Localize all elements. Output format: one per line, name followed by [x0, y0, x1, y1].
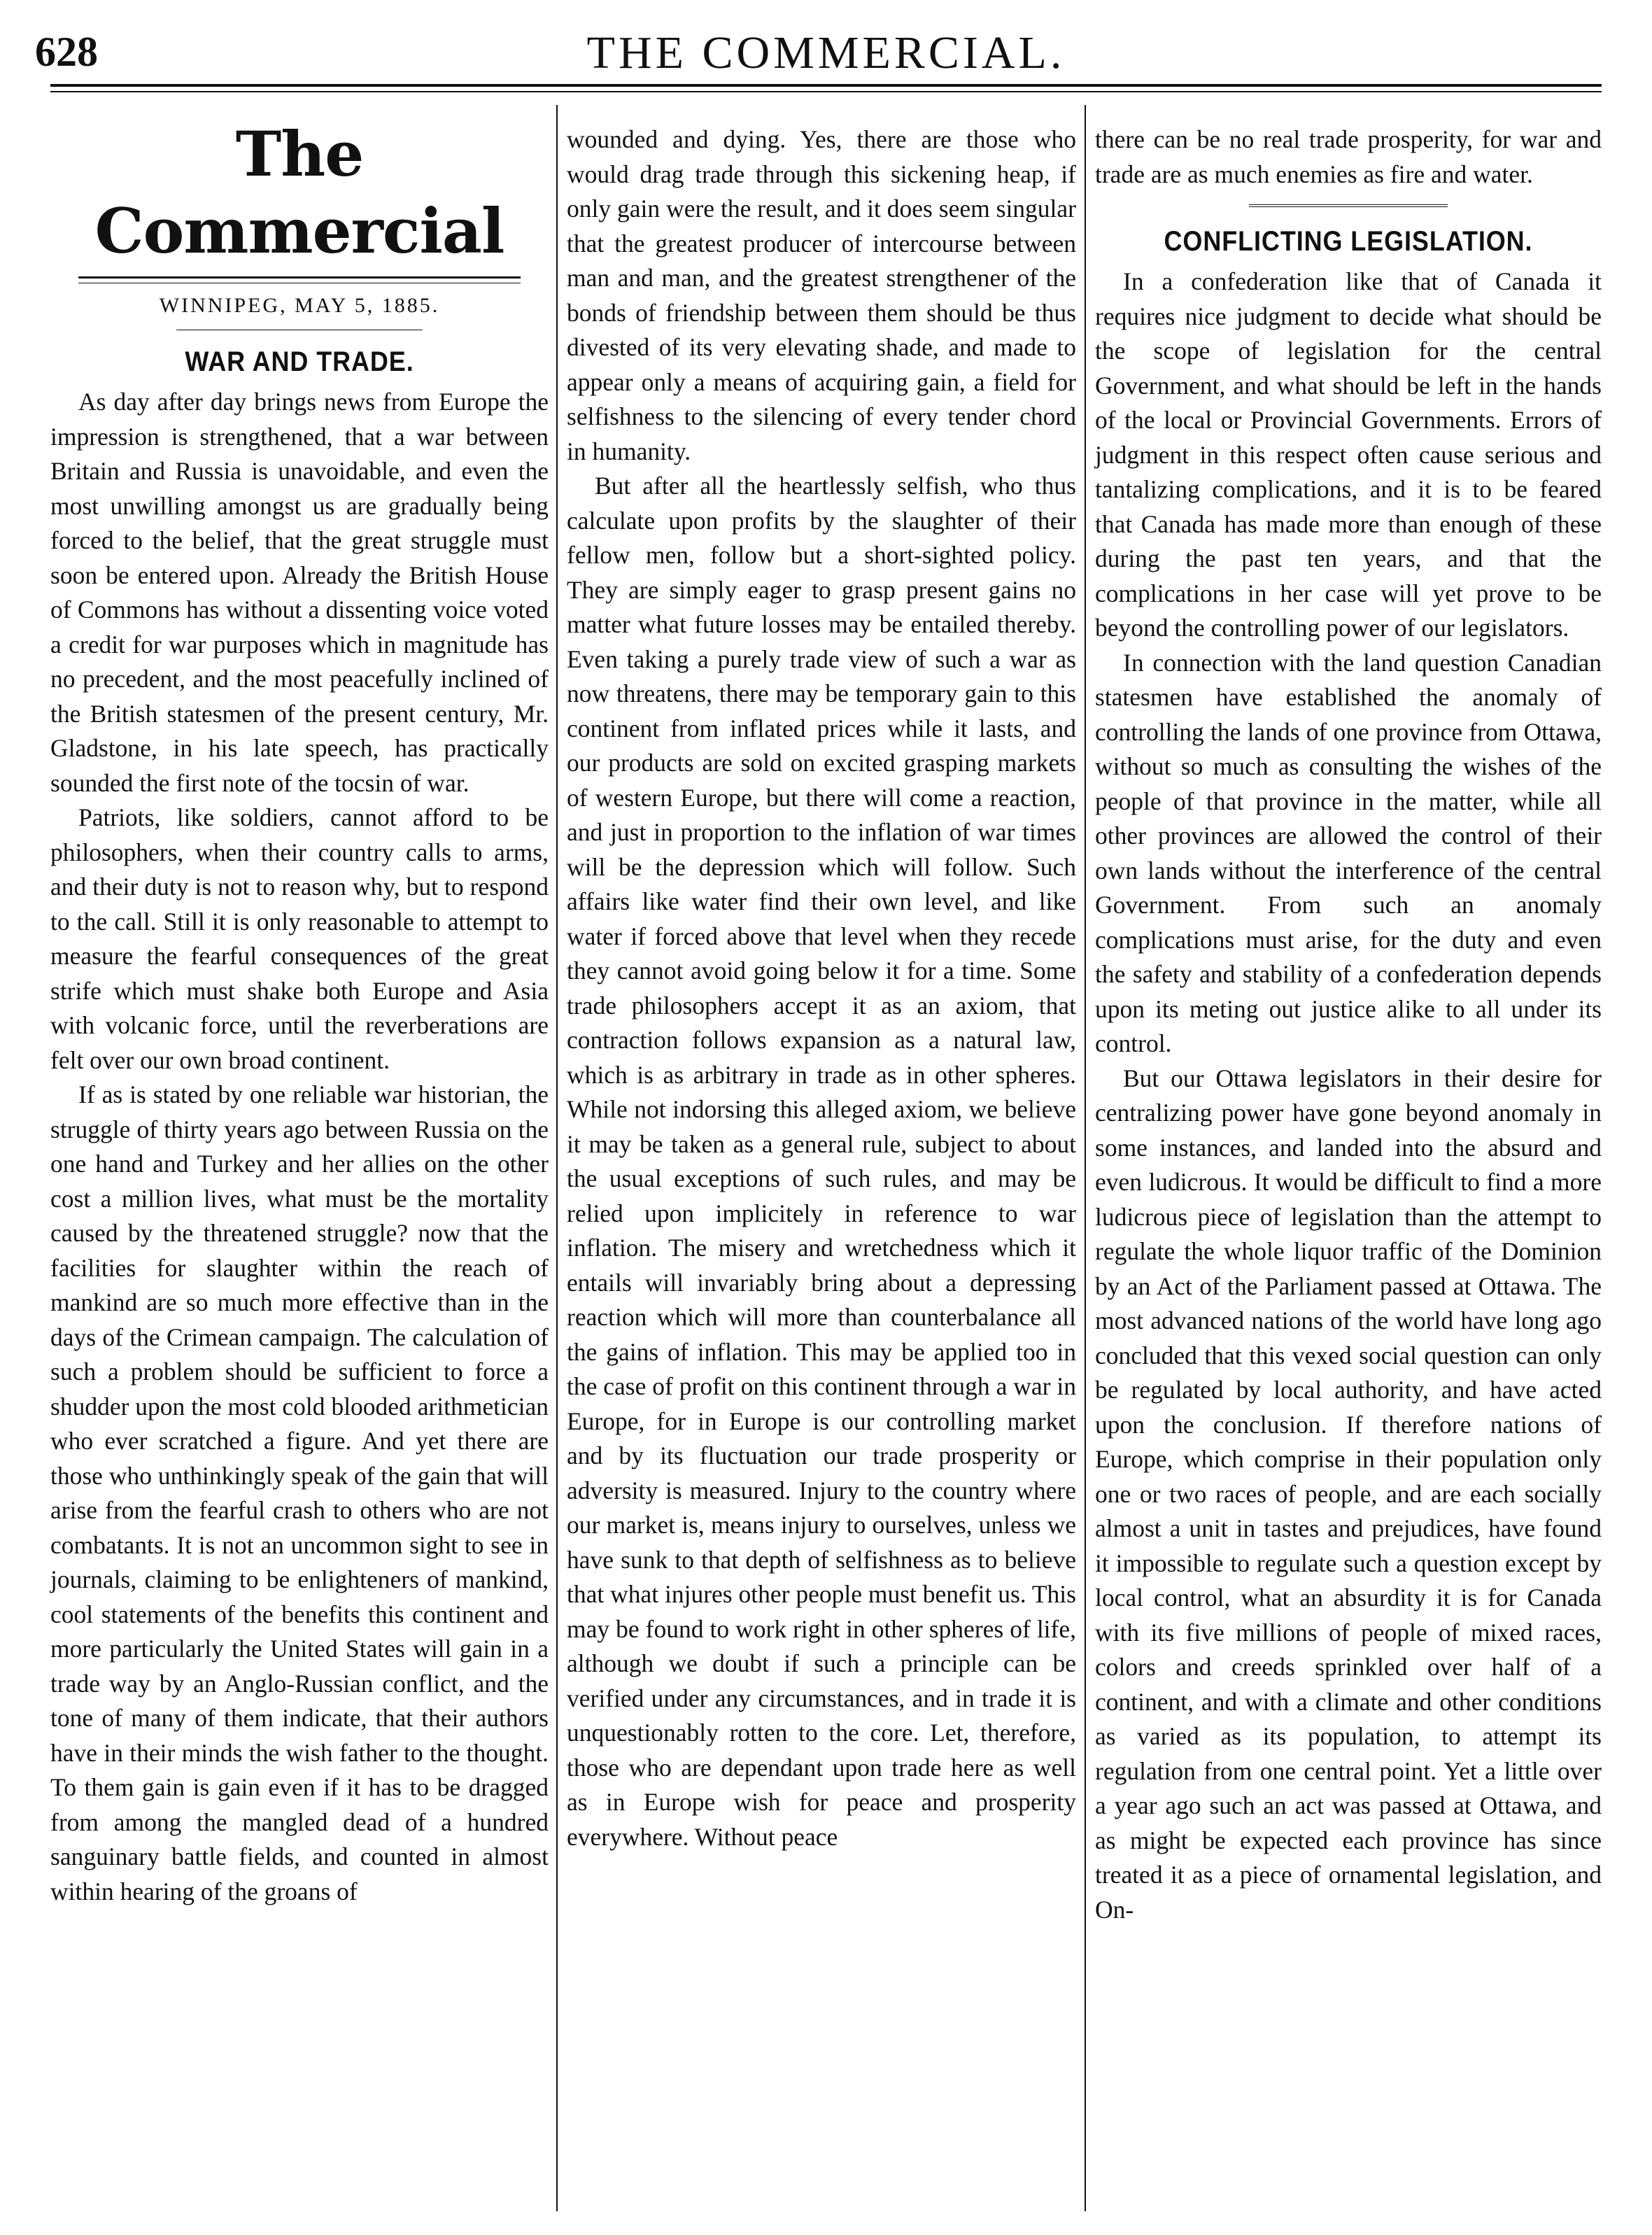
header-rule-thin: [50, 91, 1602, 92]
paragraph: In a confederation like that of Canada it requires nice judgment to decide what should be the scope of legislation for the central Government, and what should be left in the hands of the local or Provincial Governments. Errors of judgment in this respect often cause serious and tantalizing complications, and it is to be feared that Canada has made more than enough of these during the past ten years, and that the complications in her case will yet prove to be beyond the controlling power of our legislators.: [1095, 267, 1602, 642]
column-rule-2: [1085, 105, 1086, 2211]
paragraph: Patriots, like soldiers, cannot afford to be philosophers, when their country calls to arms, and their duty is not to reason why, but to respond to the call. Still it is only reasonable to attempt to measure the fearful consequences of the great strife which must shake both Europe and Asia with volcanic force, until the reverberations are felt over our own broad continent.: [50, 803, 549, 1074]
column-2: [567, 122, 1076, 1854]
masthead-title: The Commercial: [94, 118, 504, 267]
paragraph: But after all the heartlessly selfish, who thus calculate upon profits by the slaughter of their fellow men, follow but a short-sighted policy. They are simply eager to grasp present gains no matter what future losses may be entailed thereby. Even taking a purely trade view of such a war as now threatens, there may be temporary gain to this continent from inflated prices while it lasts, and our products are sold on excited grasping markets of western Europe, but there will come a reaction, and just in proportion to the inflation of war times will be the depression which will follow. Such affairs like water find their own level, and like water if forced above that level when they recede they cannot avoid going below it for a time. Some trade philosophers accept it as an axiom, that contraction follows expansion as a natural law, which is as arbitrary in trade as in other spheres. While not indorsing this alleged axiom, we believe it may be taken as a general rule, subject to about the usual exceptions of such rules, and may be relied upon implicitely in reference to war inflation. The misery and wretchedness which it entails will invariably bring about a depressing reaction which will more than counterbalance all the gains of inflation. This may be applied too in the case of profit on this continent through a war in Europe, for in Europe is our controlling market and by its fluctuation our trade prosperity or adversity is measured. Injury to the country where our market is, means injury to ourselves, unless we have sunk to that depth of selfishness as to believe that what injures other people must benefit us. This may be found to work right in other spheres of life, although we doubt if such a principle can be verified under any circumstances, and in trade it is unquestionably rotten to the core. Let, therefore, those who are dependant upon trade here as well as in Europe wish for peace and prosperity everywhere. Without peace: [567, 472, 1076, 1851]
paragraph: there can be no real trade prosperity, for war and trade are as much enemies as fire and water.: [1095, 125, 1602, 188]
page-number: 628: [35, 29, 98, 75]
column-1: [50, 108, 549, 1909]
running-title: THE COMMERCIAL.: [586, 27, 1066, 78]
column-rule-1: [556, 105, 558, 2211]
paragraph: wounded and dying. Yes, there are those who would drag trade through this sickening heap, if only gain were the result, and it does seem singular that the greatest producer of intercourse between man and man, and the greatest strengthener of the bonds of friendship between them should be thus divested of its very elevating shade, and made to appear only a means of acquiring gain, a field for selfishness to the silencing of every tender chord in humanity.: [567, 125, 1076, 465]
dateline: WINNIPEG, MAY 5, 1885.: [159, 294, 440, 317]
masthead-rule: [78, 276, 521, 279]
paragraph: As day after day brings news from Europe the impression is strengthened, that a war between Britain and Russia is unavoidable, and even the most unwilling amongst us are gradually being forced to the belief, that the great struggle must soon be entered upon. Already the British House of Commons has without a dissenting voice voted a credit for war purposes which in magnitude has no precedent, and the most peacefully inclined of the British statesmen of the present century, Mr. Gladstone, in his late speech, has practically sounded the first note of the tocsin of war.: [50, 388, 549, 797]
paragraph: In connection with the land question Canadian statesmen have established the anomaly of controlling the lands of one province from Ottawa, without so much as consulting the wishes of the people of that province in the matter, while all other provinces are allowed the control of their own lands without the interference of the central Government. From such an anomaly complications must arise, for the duty and even the safety and stability of a confederation depends upon its meting out justice alike to all under its control.: [1095, 648, 1602, 1057]
header-rule: [50, 84, 1602, 87]
paragraph: If as is stated by one reliable war historian, the struggle of thirty years ago between Russia on the one hand and Turkey and her allies on the other cost a million lives, what must be the mortality caused by the threatened struggle? now that the facilities for slaughter within the reach of mankind are so much more effective than in the days of the Crimean campaign. The calculation of such a problem should be sufficient to force a shudder upon the most cold blooded arithmetician who ever scratched a figure. And yet there are those who unthinkingly speak of the gain that will arise from the fearful crash to others who are not combatants. It is not an uncommon sight to see in journals, claiming to be enlighteners of mankind, cool statements of the benefits this continent and more particularly the United States will gain in a trade way by an Anglo-Russian conflict, and the tone of many of them indicate, that their authors have in their minds the wish father to the thought. To them gain is gain even if it has to be dragged from among the mangled dead of a hundred sanguinary battle fields, and counted in almost within hearing of the groans of: [50, 1080, 549, 1905]
article-headline: WAR AND TRADE.: [185, 346, 414, 377]
paragraph: But our Ottawa legislators in their desire for centralizing power have gone beyond anomaly in some instances, and landed into the absurd and even ludicrous. It would be difficult to find a more ludicrous piece of legislation than the attempt to regulate the whole liquor traffic of the Dominion by an Act of the Parliament passed at Ottawa. The most advanced nations of the world have long ago concluded that this vexed social question can only be regulated by local authority, and have acted upon the conclusion. If therefore nations of Europe, which comprise in their population only one or two races of people, and are each socially almost a unit in tastes and prejudices, have found it impossible to regulate such a question except by local control, what an absurdity it is for Canada with its five millions of people of mixed races, colors and creeds sprinkled over half of a continent, and with a climate and other conditions as varied as its population, to attempt its regulation from one central point. Yet a little over a year ago such an act was passed at Ottawa, and as might be expected each province has since treated it as a piece of ornamental legislation, and On-: [1095, 1064, 1602, 1924]
column-3: [1095, 122, 1602, 1927]
article-headline: CONFLICTING LEGISLATION.: [1164, 226, 1533, 257]
article-separator: [1249, 204, 1448, 210]
